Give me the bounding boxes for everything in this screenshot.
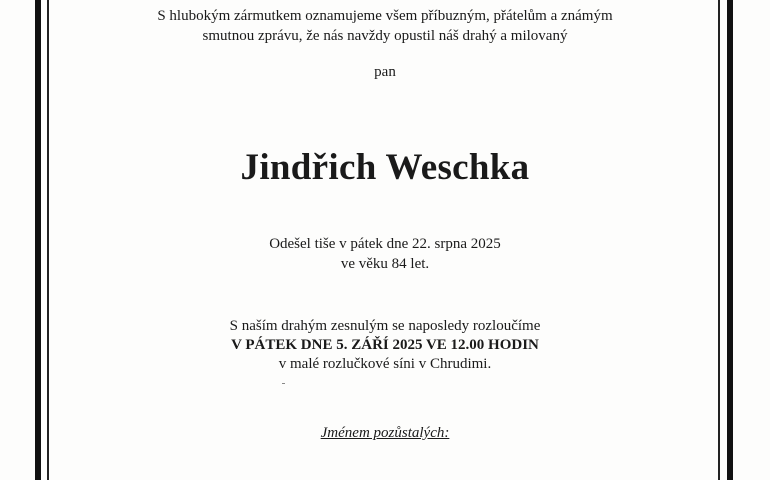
age-line: ve věku 84 let.	[340, 256, 430, 272]
title-word: pan	[374, 64, 396, 80]
intro-line-2: smutnou zprávu, že nás navždy opustil náš drahý a milovaný	[202, 28, 568, 44]
farewell-date-time: V PÁTEK DNE 5. ZÁŘÍ 2025 VE 12.00 HODIN	[231, 337, 539, 353]
farewell-place: v malé rozlučkové síni v Chrudimi.	[278, 356, 492, 372]
signature-heading: Jménem pozůstalých:	[320, 425, 450, 441]
death-date-line: Odešel tiše v pátek dne 22. srpna 2025	[269, 236, 501, 252]
print-speck	[282, 383, 285, 384]
farewell-line-1: S naším drahým zesnulým se naposledy rozloučíme	[229, 318, 541, 334]
deceased-name: Jindřich Weschka	[240, 147, 530, 188]
intro-line-1: S hlubokým zármutkem oznamujeme všem příbuzným, přátelům a známým	[157, 8, 613, 24]
